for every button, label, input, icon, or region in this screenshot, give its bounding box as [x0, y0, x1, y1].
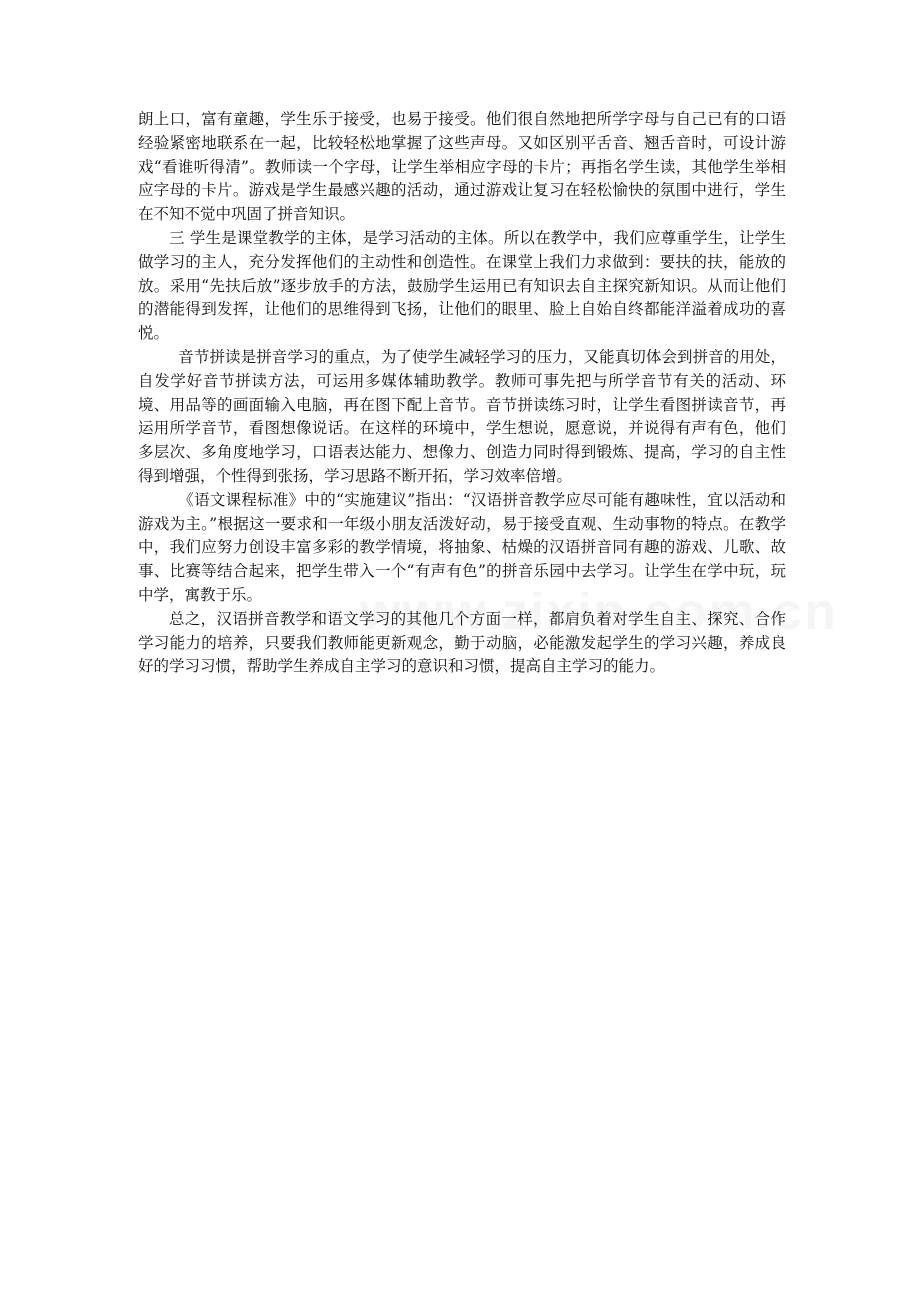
- paragraph-4: 《语文课程标准》中的“实施建议”指出：“汉语拼音教学应尽可能有趣味性，宜以活动和游戏为主。”根据这一要求和一年级小朋友活泼好动，易于接受直观、生动事物的特点。在教学中，我们应努力创设丰富多彩的教学情境，将抽象、枯燥的汉语拼音同有趣的游戏、儿歌、故事、比赛等结合起来，把学生带入一个“有声有色”的拼音乐园中去学习。让学生在学中玩，玩中学，寓教于乐。: [138, 490, 786, 604]
- paragraph-1: 朗上口，富有童趣，学生乐于接受，也易于接受。他们很自然地把所学字母与自己已有的口语经验紧密地联系在一起，比较轻松地掌握了这些声母。又如区别平舌音、翘舌音时，可设计游戏“看谁听得清”。教师读一个字母，让学生举相应字母的卡片；再指名学生读，其他学生举相应字母的卡片。游戏是学生最感兴趣的活动，通过游戏让复习在轻松愉快的氛围中进行，学生在不知不觉中巩固了拼音知识。: [138, 110, 786, 224]
- document-body: [138, 108, 786, 679]
- paragraph-5: 总之，汉语拼音教学和语文学习的其他几个方面一样，都肩负着对学生自主、探究、合作学习能力的培养，只要我们教师能更新观念，勤于动脑，必能激发起学生的学习兴趣，养成良好的学习习惯，帮助学生养成自主学习的意识和习惯，提高自主学习的能力。: [138, 609, 786, 676]
- paragraph-3: 音节拼读是拼音学习的重点，为了使学生减轻学习的压力，又能真切体会到拼音的用处，自发学好音节拼读方法，可运用多媒体辅助教学。教师可事先把与所学音节有关的活动、环境、用品等的画面输入电脑，再在图下配上音节。音节拼读练习时，让学生看图拼读音节，再运用所学音节，看图想像说话。在这样的环境中，学生想说，愿意说，并说得有声有色，他们多层次、多角度地学习，口语表达能力、想像力、创造力同时得到锻炼、提高，学习的自主性得到增强，个性得到张扬，学习思路不断开拓，学习效率倍增。: [138, 347, 786, 485]
- paragraph-2: 三 学生是课堂教学的主体，是学习活动的主体。所以在教学中，我们应尊重学生，让学生做学习的主人，充分发挥他们的主动性和创造性。在课堂上我们力求做到：要扶的扶，能放的放。采用“先扶后放”逐步放手的方法，鼓励学生运用已有知识去自主探究新知识。从而让他们的潜能得到发挥，让他们的思维得到飞扬，让他们的眼里、脸上自始自终都能洋溢着成功的喜悦。: [138, 228, 786, 343]
